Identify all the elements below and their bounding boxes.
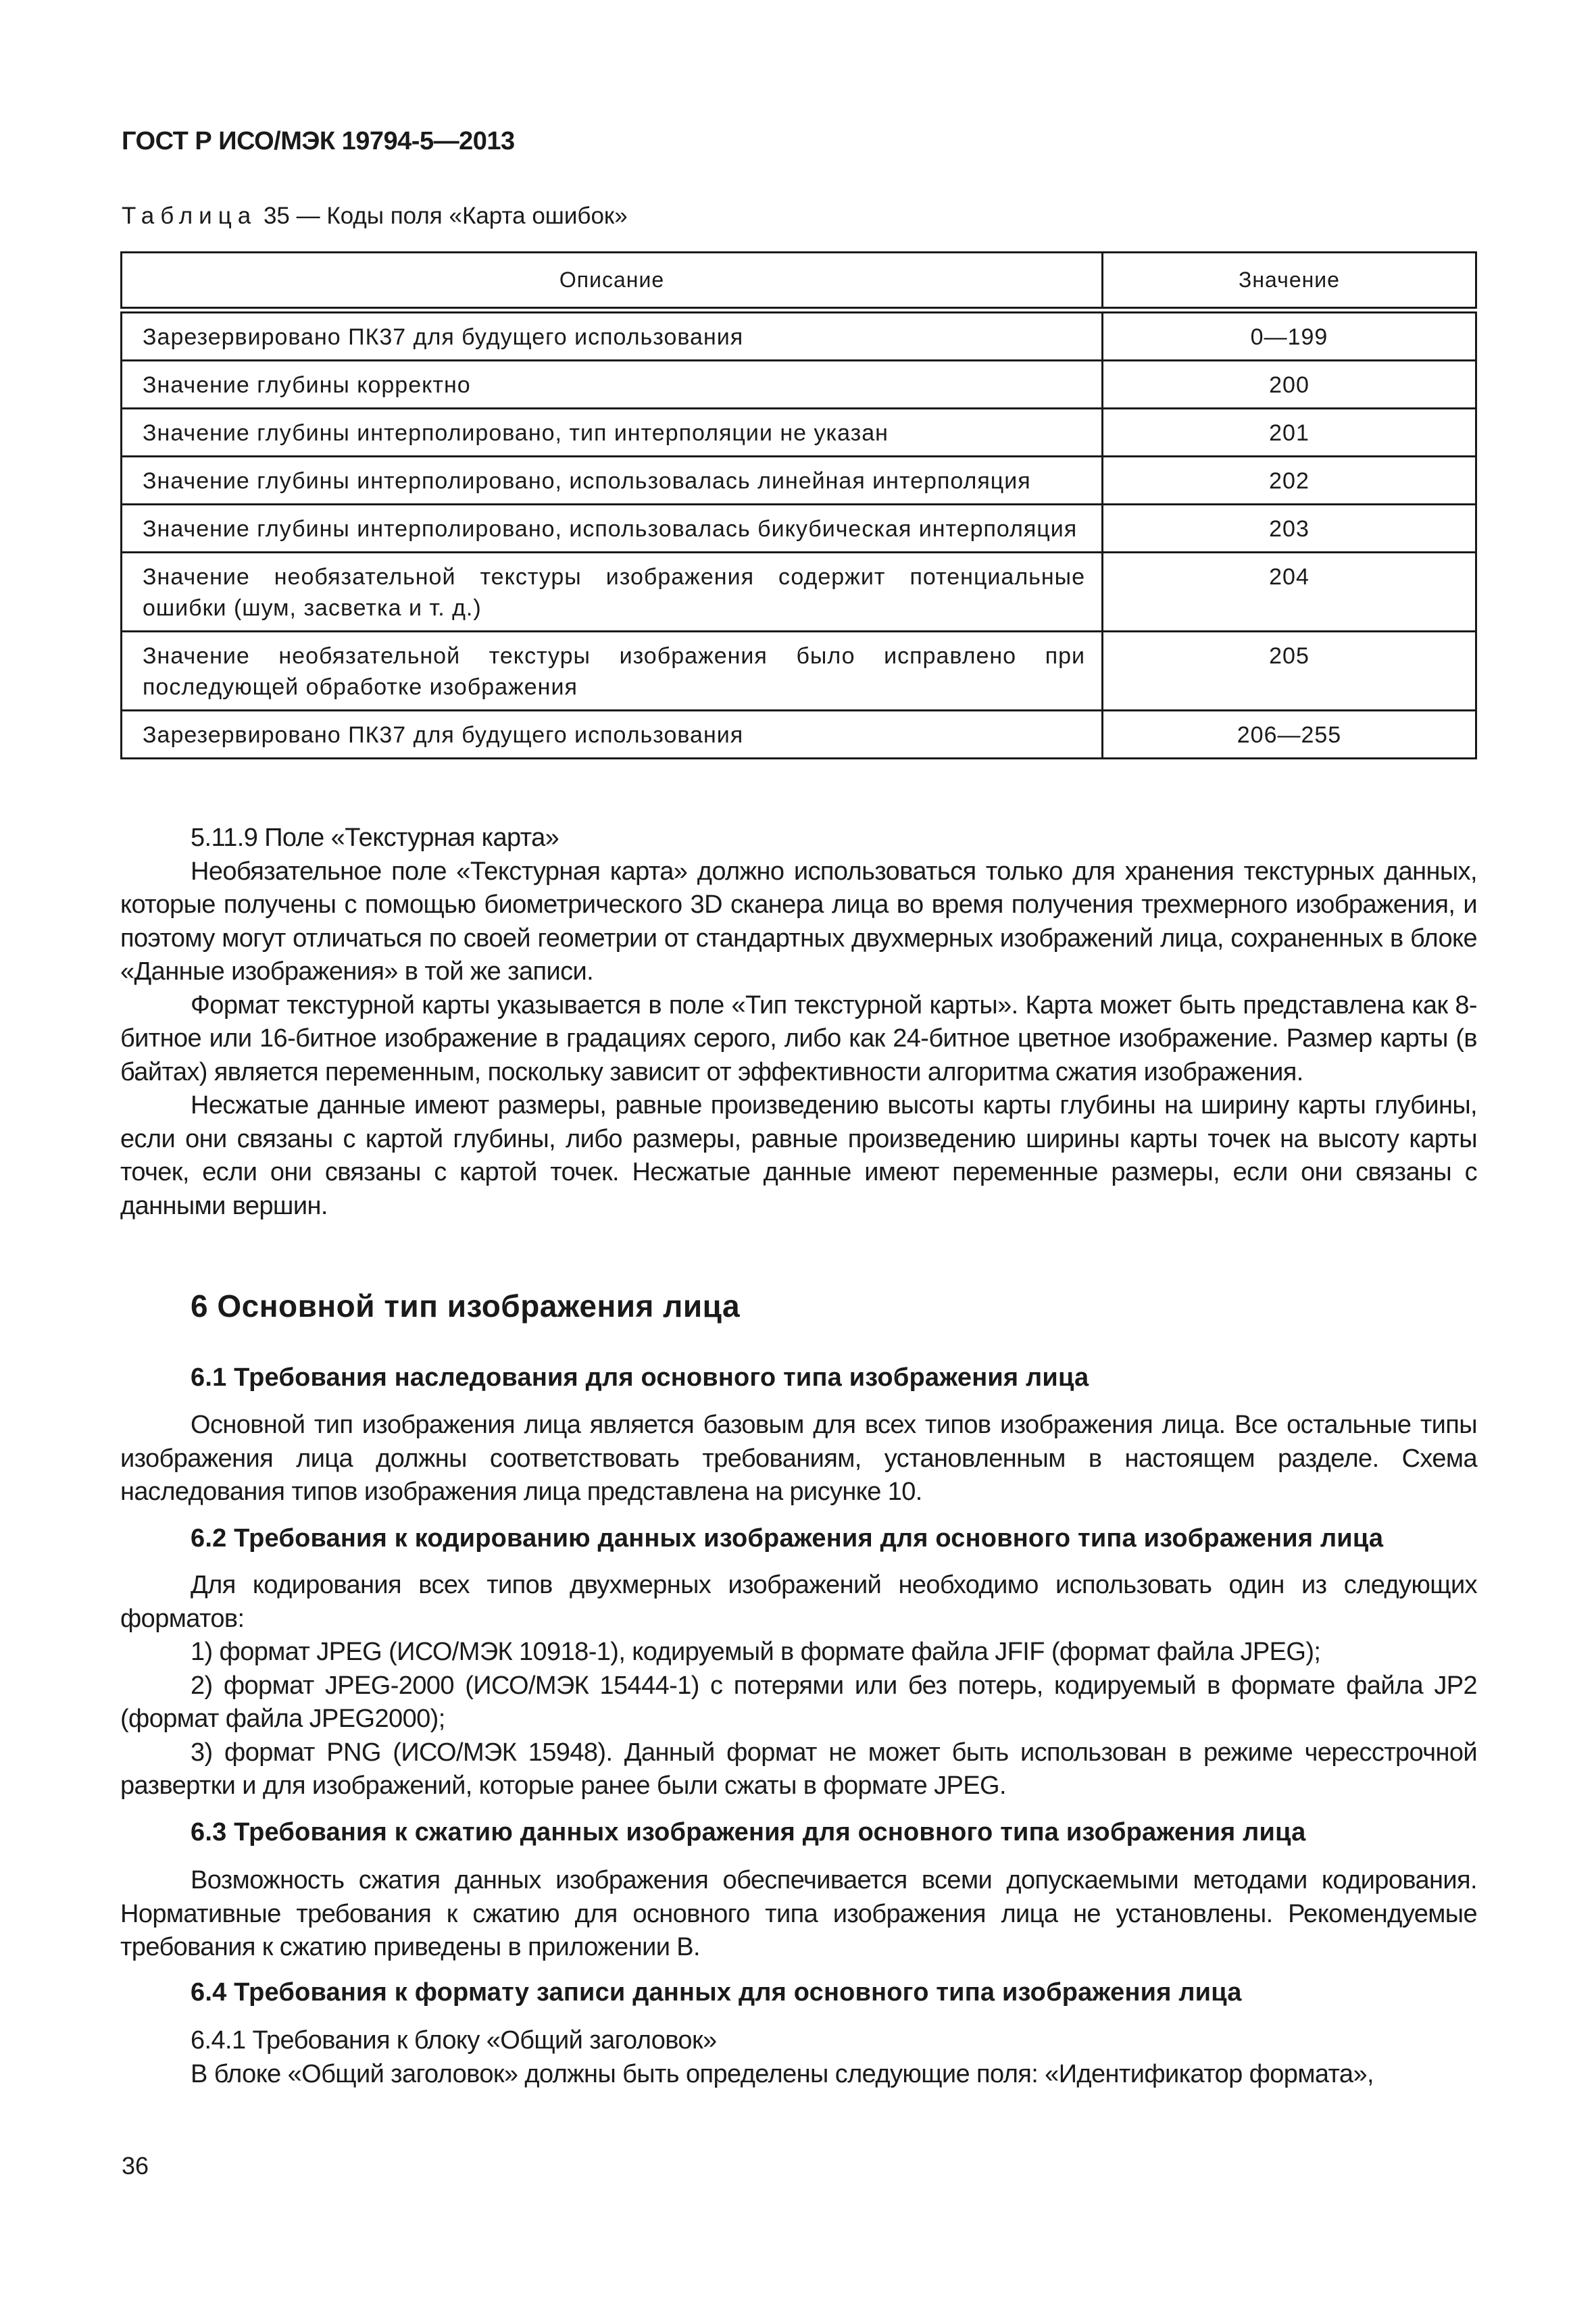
paragraph: Возможность сжатия данных изображения обеспечивается всеми допускаемыми методами кодирования. Нормативные требования к сжатию для основного типа изображения лица не установлены. Рекомендуемые требования к сжатию приведены в приложении В.: [120, 1866, 1477, 1961]
list-item: 2) формат JPEG-2000 (ИСО/МЭК 15444-1) с потерями или без потерь, кодируемый в формате файла JP2 (формат файла JPEG2000);: [120, 1671, 1477, 1733]
table-caption-word: Таблица: [122, 203, 257, 229]
list-item: 3) формат PNG (ИСО/МЭК 15948). Данный формат не может быть использован в режиме чересстрочной развертки и для изображений, которые ранее были сжаты в формате JPEG.: [120, 1738, 1477, 1800]
paragraph: Необязательное поле «Текстурная карта» должно использоваться только для хранения текстурных данных, которые получены с помощью биометрического 3D сканера лица во время получения трехмерного изображения, и поэтому могут отличаться по своей геометрии от стандартных двухмерных изображений лица, сохраненных в блоке «Данные изображения» в той же записи.: [120, 857, 1477, 986]
table-caption-title: 35 — Коды поля «Карта ошибок»: [257, 203, 628, 229]
table-header-row: [122, 253, 1476, 311]
section-6-2-body: [120, 1569, 1477, 1803]
column-header-value: Значение: [1103, 253, 1476, 311]
section-6-4-body: [120, 2024, 1477, 2091]
paragraph: Несжатые данные имеют размеры, равные произведению высоты карты глубины на ширину карты глубины, если они связаны с картой глубины, либо размеры, равные произведению ширины карты точек на высоту карты точек, если они связаны с картой точек. Несжатые данные имеют переменные размеры, если они связаны с данными вершин.: [120, 1091, 1477, 1220]
section-6-heading: 6 Основной тип изображения лица: [191, 1288, 741, 1324]
row-value: 204: [1103, 553, 1476, 632]
table-row: [122, 310, 1476, 361]
paragraph: Основной тип изображения лица является базовым для всех типов изображения лица. Все остальные типы изображения лица должны соответствовать требованиям, установленным в настоящем разделе. Схема наследования типов изображения лица представлена на рисунке 10.: [120, 1411, 1477, 1506]
row-description: Значение глубины интерполировано, использовалась линейная интерполяция: [122, 457, 1103, 505]
page-number: 36: [122, 2152, 149, 2180]
table-row: [122, 711, 1476, 759]
row-value: 202: [1103, 457, 1476, 505]
document-id-header: ГОСТ Р ИСО/МЭК 19794-5—2013: [122, 127, 515, 155]
table-caption: [122, 203, 628, 230]
section-5-11-9-title: 5.11.9 Поле «Текстурная карта»: [191, 824, 559, 852]
paragraph: В блоке «Общий заголовок» должны быть определены следующие поля: «Идентификатор формата»,: [191, 2059, 1374, 2088]
section-6-3-body: [120, 1864, 1477, 1965]
row-description: Зарезервировано ПК37 для будущего использования: [122, 711, 1103, 759]
section-6-1-heading: 6.1 Требования наследования для основного типа изображения лица: [191, 1363, 1089, 1392]
subsection-6-4-1-title: 6.4.1 Требования к блоку «Общий заголовок»: [191, 2026, 717, 2055]
section-6-2-heading: 6.2 Требования к кодированию данных изображения для основного типа изображения лица: [191, 1524, 1384, 1553]
table-row: [122, 457, 1476, 505]
row-value: 205: [1103, 632, 1476, 711]
table-row: [122, 505, 1476, 553]
row-description: Зарезервировано ПК37 для будущего использования: [122, 310, 1103, 361]
column-header-description: Описание: [122, 253, 1103, 311]
section-6-4-heading: 6.4 Требования к формату записи данных для основного типа изображения лица: [191, 1978, 1242, 2007]
paragraph: Формат текстурной карты указывается в поле «Тип текстурной карты». Карта может быть представлена как 8-битное или 16-битное изображение в градациях серого, либо как 24-битное цветное изображение. Размер карты (в байтах) является переменным, поскольку зависит от эффективности алгоритма сжатия изображения.: [120, 990, 1477, 1086]
paragraph: Для кодирования всех типов двухмерных изображений необходимо использовать один из следующих форматов:: [120, 1571, 1477, 1633]
list-item: 1) формат JPEG (ИСО/МЭК 10918-1), кодируемый в формате файла JFIF (формат файла JPEG);: [191, 1638, 1321, 1666]
row-value: 201: [1103, 409, 1476, 457]
row-description: Значение глубины интерполировано, использовалась бикубическая интерполяция: [122, 505, 1103, 553]
row-value: 206—255: [1103, 711, 1476, 759]
row-value: 203: [1103, 505, 1476, 553]
row-description: Значение глубины интерполировано, тип интерполяции не указан: [122, 409, 1103, 457]
row-value: 200: [1103, 361, 1476, 409]
table-row: [122, 409, 1476, 457]
error-map-codes-table: [120, 251, 1477, 759]
table-row: [122, 553, 1476, 632]
section-5-11-9: [120, 822, 1477, 1223]
row-description: Значение необязательной текстуры изображения содержит потенциальные ошибки (шум, засветка и т. д.): [122, 553, 1103, 632]
section-6-3-heading: 6.3 Требования к сжатию данных изображения для основного типа изображения лица: [191, 1818, 1306, 1846]
row-value: 0—199: [1103, 310, 1476, 361]
row-description: Значение необязательной текстуры изображения было исправлено при последующей обработке изображения: [122, 632, 1103, 711]
section-6-1-body: [120, 1409, 1477, 1509]
row-description: Значение глубины корректно: [122, 361, 1103, 409]
table-row: [122, 632, 1476, 711]
table-row: [122, 361, 1476, 409]
